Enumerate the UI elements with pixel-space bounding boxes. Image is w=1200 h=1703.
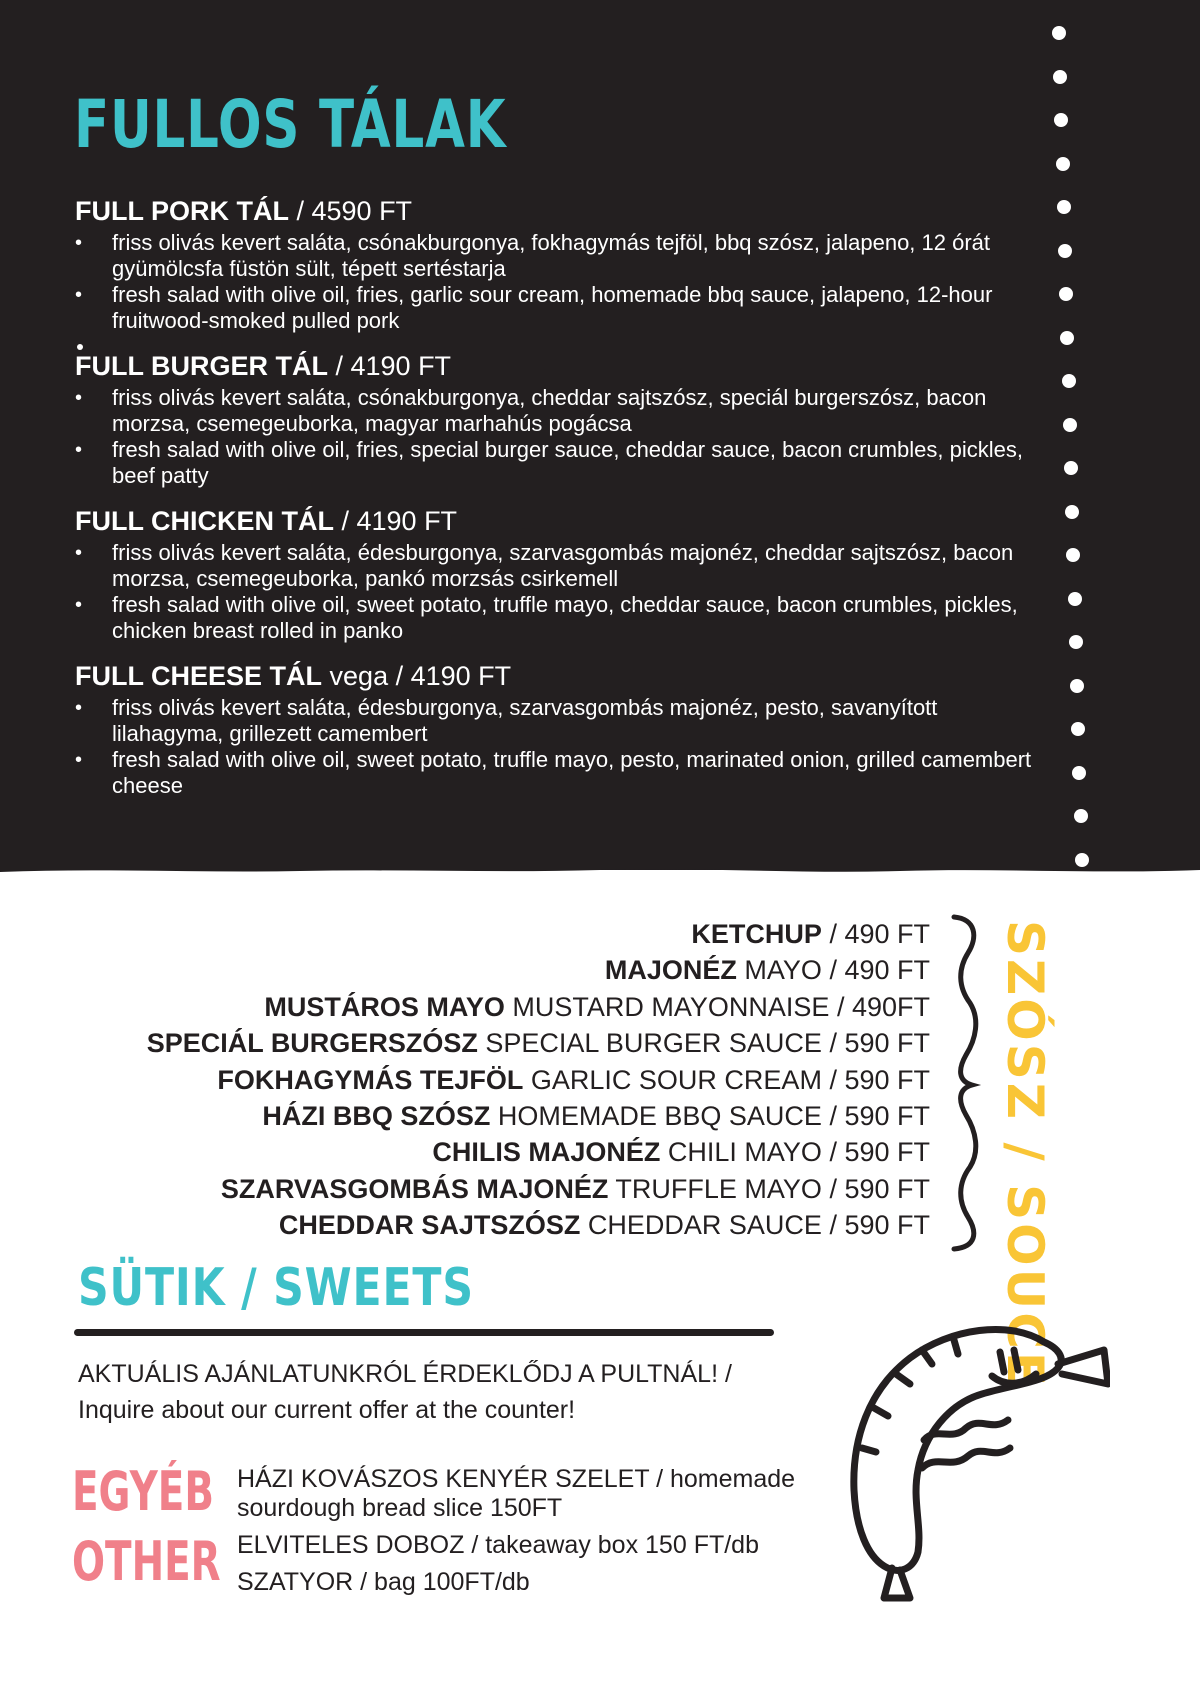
sauce-price: / 590 FT <box>829 1101 930 1132</box>
sauce-name-hu: MAJONÉZ <box>604 955 737 986</box>
sauce-price: / 490 FT <box>829 919 930 949</box>
sweets-divider <box>74 1329 774 1336</box>
platter-description-hu: • friss olivás kevert saláta, édesburgonya, szarvasgombás majonéz, pesto, savanyított lilahagyma, grillezett camembert <box>75 695 1035 747</box>
platter-heading <box>75 504 1035 538</box>
other-title-en: OTHER <box>72 1530 221 1593</box>
other-item: HÁZI KOVÁSZOS KENYÉR SZELET / homemade sourdough bread slice 150FT <box>237 1465 796 1522</box>
platter-heading <box>75 659 1035 693</box>
platter-price: / 4190 FT <box>335 351 452 381</box>
sauce-name-hu: HÁZI BBQ SZÓSZ <box>262 1101 491 1132</box>
sauce-item <box>60 989 930 1025</box>
sauce-name-en: GARLIC SOUR CREAM <box>530 1064 822 1095</box>
platter-description-hu: • friss olivás kevert saláta, édesburgonya, szarvasgombás majonéz, cheddar sajtszósz, bacon morzsa, csemegeuborka, pankó morzsás csirkemell <box>75 540 1035 592</box>
sauce-item <box>60 952 930 988</box>
other-item-list <box>237 1465 797 1605</box>
sauce-item <box>60 1062 930 1098</box>
other-section-title <box>72 1457 221 1597</box>
sauce-name-hu: CHEDDAR SAJTSZÓSZ <box>278 1210 581 1241</box>
sauce-item <box>60 1171 930 1207</box>
platter-item <box>75 659 1035 799</box>
sauce-name-hu: KETCHUP <box>691 919 822 949</box>
sausage-mascot-icon <box>840 1320 1110 1620</box>
platter-description-en: • fresh salad with olive oil, fries, garlic sour cream, homemade bbq sauce, jalapeno, 12-hour fruitwood-smoked pulled pork <box>75 282 1035 334</box>
other-item: ELVITELES DOBOZ / takeaway box 150 FT/db <box>237 1531 759 1559</box>
platter-tag: vega <box>329 661 389 691</box>
sauce-name-hu: CHILIS MAJONÉZ <box>432 1137 661 1168</box>
platter-description-en: • fresh salad with olive oil, fries, special burger sauce, cheddar sauce, bacon crumbles, pickles, beef patty <box>75 437 1035 489</box>
sauce-item <box>60 1134 930 1170</box>
sauce-name-hu: SZARVASGOMBÁS MAJONÉZ <box>220 1173 609 1204</box>
sauce-name-hu: SPECIÁL BURGERSZÓSZ <box>146 1028 478 1059</box>
sauce-item <box>60 1207 930 1243</box>
sauce-name-en: MUSTARD MAYONNAISE <box>512 991 830 1022</box>
sauce-item <box>60 1025 930 1061</box>
platter-item <box>75 349 1035 489</box>
sweets-note-en: Inquire about our current offer at the counter! <box>78 1396 576 1424</box>
platter-description-hu: • friss olivás kevert saláta, csónakburgonya, fokhagymás tejföl, bbq szósz, jalapeno, 12 órát gyümölcsfa füstön sült, tépett sertéstarja <box>75 230 1035 282</box>
sauce-name-hu: MUSTÁROS MAYO <box>264 991 505 1022</box>
sauce-item <box>60 1098 930 1134</box>
platter-name: FULL BURGER TÁL <box>75 351 328 381</box>
sauce-price: / 590 FT <box>829 1064 930 1095</box>
sweets-note <box>78 1356 798 1428</box>
sauce-name-en: CHILI MAYO <box>667 1137 822 1168</box>
platter-heading <box>75 349 1035 383</box>
sauce-price: / 490 FT <box>829 955 930 986</box>
torn-edge-decoration <box>0 860 1200 890</box>
other-title-hu: EGYÉB <box>72 1460 214 1523</box>
sauce-name-en: CHEDDAR SAUCE <box>587 1210 822 1241</box>
platter-name: FULL PORK TÁL <box>75 196 289 226</box>
platter-description-en: • fresh salad with olive oil, sweet potato, truffle mayo, cheddar sauce, bacon crumbles, pickles, chicken breast rolled in panko <box>75 592 1035 644</box>
wavy-brace-icon <box>950 913 984 1253</box>
sauce-price: / 590 FT <box>829 1210 930 1241</box>
platter-price: / 4190 FT <box>395 661 512 691</box>
page-title: FULLOS TÁLAK <box>74 86 507 163</box>
sauce-name-hu: FOKHAGYMÁS TEJFÖL <box>217 1064 524 1095</box>
platter-item <box>75 504 1035 644</box>
platter-description-hu: • friss olivás kevert saláta, csónakburgonya, cheddar sajtszósz, speciál burgerszósz, bacon morzsa, csemegeuborka, magyar marhahús pogácsa <box>75 385 1035 437</box>
sweets-note-hu: AKTUÁLIS AJÁNLATUNKRÓL ÉRDEKLŐDJ A PULTNÁL! / <box>78 1360 732 1388</box>
sauce-name-en: HOMEMADE BBQ SAUCE <box>497 1101 822 1132</box>
sauce-price: / 490FT <box>836 991 930 1022</box>
platter-price: / 4590 FT <box>296 196 413 226</box>
platter-description-en: • fresh salad with olive oil, sweet potato, truffle mayo, pesto, marinated onion, grilled camembert cheese <box>75 747 1035 799</box>
platter-name: FULL CHICKEN TÁL <box>75 506 334 536</box>
sauce-price: / 590 FT <box>829 1137 930 1168</box>
platter-name: FULL CHEESE TÁL <box>75 661 323 691</box>
sauce-list <box>60 916 930 1244</box>
platter-item <box>75 194 1035 334</box>
sauce-name-en: TRUFFLE MAYO <box>615 1173 822 1204</box>
sauce-section-title: SZÓSZ / SOUCE <box>996 920 1054 1390</box>
platter-list <box>75 194 1035 814</box>
sauce-item <box>60 916 930 952</box>
sauce-name-en: SPECIAL BURGER SAUCE <box>485 1028 822 1059</box>
sweets-section-title: SÜTIK / SWEETS <box>78 1258 474 1318</box>
sauce-price: / 590 FT <box>829 1028 930 1059</box>
sauce-price: / 590 FT <box>829 1173 930 1204</box>
platter-heading <box>75 194 1035 228</box>
other-item: SZATYOR / bag 100FT/db <box>237 1568 530 1596</box>
sauce-name-en: MAYO <box>744 955 822 986</box>
platter-price: / 4190 FT <box>341 506 458 536</box>
